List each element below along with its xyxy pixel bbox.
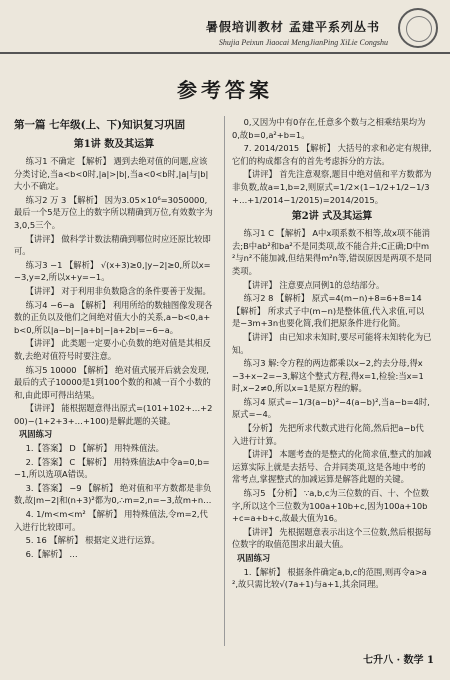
answer-paragraph: 【分析】 先把所求代数式进行化简,然后把a−b代入进行计算。 — [232, 423, 424, 446]
answer-paragraph: 【讲评】 对于利用非负数隐含的条件要善于发掘。 — [25, 285, 211, 296]
answer-paragraph: 【讲评】 由已知求未知时,要尽可能将未知转化为已知。 — [232, 331, 432, 355]
answer-paragraph: 练习1 C 【解析】 A中x项系数不相等,故x项不能消去;B中ab²和ba²不是同类项,故不能合并;C正确;D中m²与n²不能加减,但结果得m²n等,错误原因是两项不是同类项。 — [232, 228, 432, 276]
answer-paragraph: 0,又因为中有0存在,任意多个数与之相乘结果均为0,故b=0,a²+b=1。 — [232, 117, 426, 140]
series-pinyin: Shujia Peixun Jiaocai MengJianPing XiLie Congshu — [218, 38, 388, 47]
section-heading: 巩固练习 — [18, 429, 53, 440]
right-column — [232, 116, 432, 656]
answer-paragraph: 练习4 原式=−1/3(a−b)²−4(a−b)²,当a−b=4时,原式=−4。 — [232, 396, 430, 420]
answer-paragraph: 练习1 不确定 【解析】 遇到去绝对值的问题,应该分类讨论,当a<b<0时,|a|>|b|,当a<0<b时,|a|与|b|大小不确定。 — [14, 156, 209, 192]
answer-paragraph: 【讲评】 做科学计数法精确到哪位时应还原比较即可。 — [14, 233, 211, 257]
answer-paragraph: 1.【答案】 D 【解析】 用特殊值法。 — [25, 443, 164, 454]
answer-paragraph: 【讲评】 本题考查的是整式的化简求值,整式的加减运算实际上就是去括号、合并同类项,这是各地中考的常考点,掌握整式的加减运算是解答此题的关键。 — [232, 449, 432, 485]
answer-paragraph: 3.【答案】 −9 【解析】 绝对值和平方数都是非负数,故|m−2|和(n+3)²都为0,∴m=2,n=−3,故m+n… — [14, 482, 212, 506]
page-header — [0, 0, 450, 70]
answer-paragraph: 练习2 万 3 【解析】 因为3.05×10⁶=3050000,最后一个5是万位上的数字所以精确到万位,有效数字为3,0,5三个。 — [14, 194, 213, 230]
answer-paragraph: 【讲评】 注意要点同例1的总结部分。 — [243, 279, 385, 290]
page-title: 参考答案 — [177, 78, 273, 102]
answer-paragraph: 4. 1/m<m<m² 【解析】 用特殊值法,令m=2,代入进行比较即可。 — [14, 509, 208, 532]
page-footer: 七升八 · 数学 1 — [363, 655, 434, 666]
lesson-heading: 第2讲 式及其运算 — [291, 211, 373, 223]
publisher-seal-icon — [398, 8, 438, 48]
answer-paragraph: 2.【答案】 C 【解析】 用特殊值法A中令a=0,b=−1,所以选项A错误。 — [14, 456, 210, 480]
answer-paragraph: 7. 2014/2015 【解析】 大括号的求和必定有规律,它们的构成都含有的首先考虑拆分的方法。 — [232, 143, 432, 166]
answer-paragraph: 练习4 −6−a 【解析】 利用所给的数轴图像发现各数的正负以及他们之间绝对值大小的关系,a−b<0,a+b<0,所以|a−b|−|a+b|−|a+2b|=−6−a。 — [14, 299, 213, 335]
answer-paragraph: 练习3 −1 【解析】 √(x+3)≥0,|y−2|≥0,所以x=−3,y=2,所以x+y=−1。 — [14, 259, 211, 283]
answer-paragraph: 1.【解析】 根据条件确定a,b,c的范围,则再令a>a²,故只需比较√(7a+1)与a+1,其余同理。 — [232, 566, 427, 590]
part-heading: 第一篇 七年级(上、下)知识复习巩固 — [14, 119, 186, 131]
answer-paragraph: 【讲评】 此类题一定要小心负数的绝对值是其相反数,去绝对值符号时要注意。 — [14, 338, 211, 361]
answer-paragraph: 练习5 10000 【解析】 绝对值式展开后就会发现,最后的式子10000是1到100个数的和减一百个小数的和,由此即可得出结果。 — [14, 364, 211, 400]
answer-paragraph: 练习2 8 【解析】 原式=4(m−n)+8=6+8=14 【解析】 所求式子中(m−n)是整体值,代入求值,可以是−3m+3n也要化简,我们把原条件进行化简。 — [232, 293, 425, 329]
section-heading: 巩固练习 — [236, 553, 271, 563]
answer-paragraph: 练习5 【分析】 ∵a,b,c为三位数的百、十、个位数字,所以这个三位数为100a+10b+c,因为100a+10b+c=a+b+c,故最大值为16。 — [232, 488, 429, 524]
header-rule — [0, 52, 450, 54]
answer-paragraph: 【讲评】 先根据题意表示出这个三位数,然后根据每位数字的取值范围求出最大值。 — [232, 526, 432, 550]
lesson-heading: 第1讲 数及其运算 — [73, 139, 155, 150]
column-divider — [224, 116, 225, 646]
answer-paragraph: 【讲评】 首先注意观察,题目中绝对值和平方数都为非负数,故a=1,b=2,则原式=1/2×(1−1/2+1/2−1/3+…+1/2014−1/2015)=2014/2015。 — [232, 169, 432, 205]
series-title: 暑假培训教材 孟建平系列丛书 — [205, 20, 380, 34]
left-column — [14, 116, 214, 656]
answer-paragraph: 5. 16 【解析】 根据定义进行运算。 — [25, 535, 160, 546]
answer-paragraph: 6.【解析】 … — [25, 548, 78, 559]
answer-paragraph: 练习3 解:令方程的两边都乘以x−2,约去分母,得x−3+x−2=−3,解这个整式方程,得x=1,检验:当x=1时,x−2≠0,所以x=1是原方程的解。 — [232, 358, 424, 394]
answer-paragraph: 【讲评】 能根据题意得出原式=(101+102+…+200)−(1+2+3+…+100)是解此题的关键。 — [14, 403, 213, 426]
